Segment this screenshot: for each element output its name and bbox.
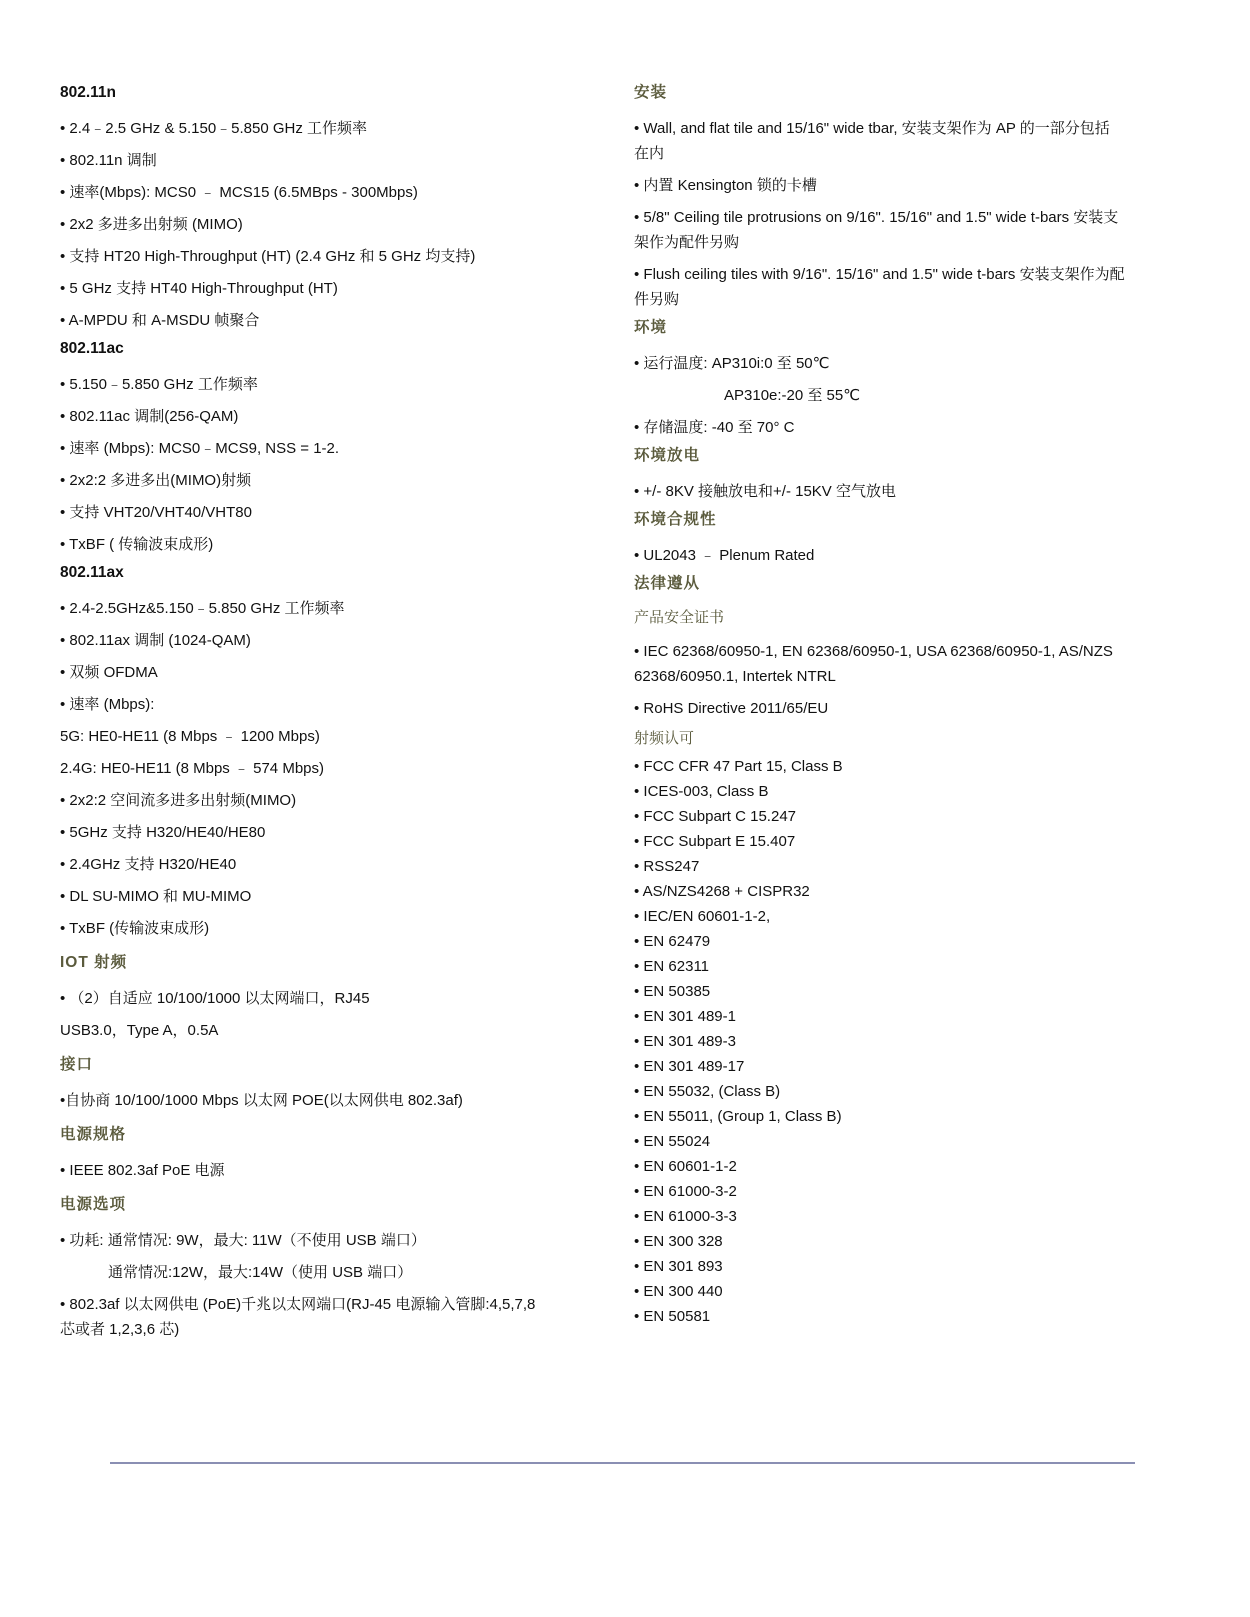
heading-80211ax: 802.11ax (60, 564, 124, 581)
heading-80211n: 802.11n (60, 84, 117, 101)
list-item: 通常情况:12W，最大:14W（使用 USB 端口） (108, 1264, 413, 1281)
list-item: • TxBF ( 传输波束成形) (60, 536, 214, 553)
list-item: • EN 300 440 (634, 1283, 723, 1300)
list-item: • IEEE 802.3af PoE 电源 (60, 1162, 225, 1179)
list-item: • 5.150﹣5.850 GHz 工作频率 (60, 376, 258, 393)
list-item: • EN 301 489-17 (634, 1058, 745, 1075)
list-item: • TxBF (传输波束成形) (60, 920, 210, 937)
list-item: • EN 301 489-1 (634, 1008, 736, 1025)
list-item: • 2.4-2.5GHz&5.150﹣5.850 GHz 工作频率 (60, 600, 345, 617)
list-item: • DL SU-MIMO 和 MU-MIMO (60, 888, 252, 905)
subheading-rf-approvals: 射频认可 (634, 730, 695, 747)
list-item: • RSS247 (634, 858, 700, 875)
list-item: • 2.4﹣2.5 GHz & 5.150﹣5.850 GHz 工作频率 (60, 120, 368, 137)
list-item: • 速率 (Mbps): (60, 696, 155, 713)
list-item: • Wall, and flat tile and 15/16" wide tbar, 安装支架作为 AP 的一部分包括 (634, 120, 1110, 137)
list-item: USB3.0，Type A，0.5A (60, 1022, 219, 1039)
list-item: • 2x2:2 多进多出(MIMO)射频 (60, 472, 252, 489)
list-item: • ICES-003, Class B (634, 783, 769, 800)
list-item: • 802.3af 以太网供电 (PoE)千兆以太网端口(RJ-45 电源输入管脚:4,5,7,8 (60, 1296, 536, 1313)
list-item-continued: 在内 (634, 145, 665, 162)
list-item: • 2x2:2 空间流多进多出射频(MIMO) (60, 792, 297, 809)
heading-interface: 接口 (60, 1056, 94, 1073)
subheading-safety-certs: 产品安全证书 (634, 609, 725, 626)
list-item: • Flush ceiling tiles with 9/16". 15/16" and 1.5" wide t-bars 安装支架作为配 (634, 266, 1125, 283)
heading-iot-radio: IOT 射频 (60, 954, 128, 971)
list-item: • EN 61000-3-3 (634, 1208, 737, 1225)
list-item: •自协商 10/100/1000 Mbps 以太网 POE(以太网供电 802.3af) (60, 1092, 463, 1109)
list-item: • 5/8" Ceiling tile protrusions on 9/16". 15/16" and 1.5" wide t-bars 安装支 (634, 209, 1119, 226)
right-column (634, 84, 1144, 1329)
heading-80211ac: 802.11ac (60, 340, 124, 357)
list-item: • IEC 62368/60950-1, EN 62368/60950-1, USA 62368/60950-1, AS/NZS (634, 643, 1113, 660)
list-item: • 运行温度: AP310i:0 至 50℃ (634, 355, 830, 372)
list-item: • （2）自适应 10/100/1000 以太网端口，RJ45 (60, 990, 370, 1007)
list-item: • AS/NZS4268 + CISPR32 (634, 883, 810, 900)
list-item: • EN 301 489-3 (634, 1033, 736, 1050)
list-item: • +/- 8KV 接触放电和+/- 15KV 空气放电 (634, 483, 896, 500)
list-item: • FCC CFR 47 Part 15, Class B (634, 758, 843, 775)
list-item: • IEC/EN 60601-1-2, (634, 908, 771, 925)
list-item: • 速率(Mbps): MCS0 ﹣ MCS15 (6.5MBps - 300Mbps) (60, 184, 418, 201)
list-item: • 2.4GHz 支持 H320/HE40 (60, 856, 237, 873)
heading-environment: 环境 (634, 319, 668, 336)
list-item-continued: 架作为配件另购 (634, 234, 740, 251)
list-item: • 802.11ax 调制 (1024-QAM) (60, 632, 251, 649)
heading-legal-compliance: 法律遵从 (634, 575, 701, 592)
list-item: • 内置 Kensington 锁的卡槽 (634, 177, 817, 194)
list-item: • FCC Subpart C 15.247 (634, 808, 796, 825)
list-item: • 2x2 多进多出射频 (MIMO) (60, 216, 243, 233)
list-item: • EN 55024 (634, 1133, 711, 1150)
list-item: • UL2043 ﹣ Plenum Rated (634, 547, 815, 564)
list-item: • EN 62311 (634, 958, 710, 975)
list-item: • 支持 HT20 High-Throughput (HT) (2.4 GHz 和 5 GHz 均支持) (60, 248, 476, 265)
list-item: • EN 50581 (634, 1308, 711, 1325)
list-item: • EN 61000-3-2 (634, 1183, 737, 1200)
list-item: • EN 62479 (634, 933, 711, 950)
list-item: • 功耗: 通常情况: 9W，最大: 11W（不使用 USB 端口） (60, 1232, 426, 1249)
list-item: • EN 55011, (Group 1, Class B) (634, 1108, 842, 1125)
list-item: • 5GHz 支持 H320/HE40/HE80 (60, 824, 266, 841)
left-column (60, 84, 560, 1342)
heading-env-compliance: 环境合规性 (634, 511, 717, 528)
list-item: • FCC Subpart E 15.407 (634, 833, 796, 850)
list-item: • EN 300 328 (634, 1233, 723, 1250)
list-item: 2.4G: HE0-HE11 (8 Mbps ﹣ 574 Mbps) (60, 760, 324, 777)
list-item: • 存储温度: -40 至 70° C (634, 419, 795, 436)
list-item-continued: 件另购 (634, 291, 680, 308)
list-item-continued: 芯或者 1,2,3,6 芯) (60, 1321, 180, 1338)
list-item: • EN 60601-1-2 (634, 1158, 737, 1175)
list-item: • 802.11ac 调制(256-QAM) (60, 408, 239, 425)
list-item: • EN 50385 (634, 983, 711, 1000)
list-item: • 速率 (Mbps): MCS0﹣MCS9, NSS = 1-2. (60, 440, 340, 457)
heading-power-spec: 电源规格 (60, 1126, 127, 1143)
list-item: AP310e:-20 至 55℃ (724, 387, 861, 404)
footer-divider (110, 1462, 1135, 1464)
list-item: • A-MPDU 和 A-MSDU 帧聚合 (60, 312, 260, 329)
list-item: • 支持 VHT20/VHT40/VHT80 (60, 504, 252, 521)
rf-approval-list (634, 754, 1144, 1329)
list-item: • EN 301 893 (634, 1258, 723, 1275)
list-item: • 双频 OFDMA (60, 664, 158, 681)
list-item: • 802.11n 调制 (60, 152, 157, 169)
list-item: 5G: HE0-HE11 (8 Mbps ﹣ 1200 Mbps) (60, 728, 320, 745)
list-item: • RoHS Directive 2011/65/EU (634, 700, 829, 717)
list-item: • EN 55032, (Class B) (634, 1083, 781, 1100)
heading-esd: 环境放电 (634, 447, 701, 464)
list-item-continued: 62368/60950.1, Intertek NTRL (634, 668, 836, 685)
heading-installation: 安装 (634, 84, 668, 101)
list-item: • 5 GHz 支持 HT40 High-Throughput (HT) (60, 280, 338, 297)
heading-power-options: 电源选项 (60, 1196, 127, 1213)
